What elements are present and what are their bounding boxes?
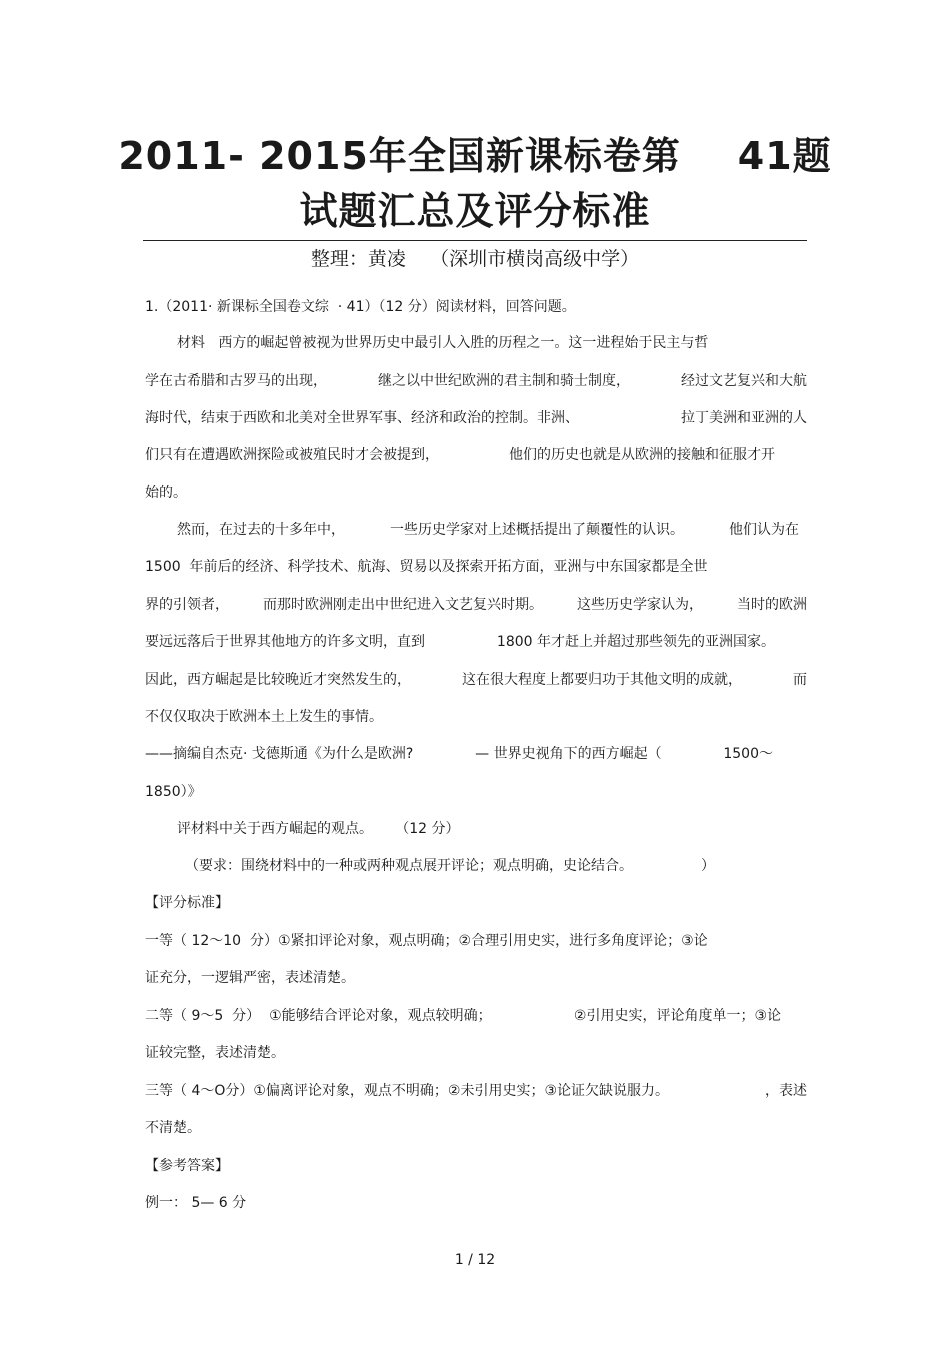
text-segment: 这些历史学家认为， [577, 597, 703, 613]
text-segment: 他们认为在 [729, 522, 799, 538]
text-segment: ——摘编自杰克· 戈德斯通《为什么是欧洲? [145, 746, 414, 762]
text-segment: 界的引领者， [145, 597, 229, 613]
answer-example-1: 例一： 5— 6 分 [145, 1195, 247, 1211]
material-line-3 [145, 408, 807, 428]
grading-line-3 [145, 1006, 781, 1026]
text-segment: 海时代，结束于西欧和北美对全世界军事、经济和政治的控制。非洲、 [145, 410, 579, 426]
text-segment: 然而，在过去的十多年中， [177, 522, 345, 538]
answer-header: 【参考答案】 [145, 1158, 229, 1174]
source-citation [145, 744, 773, 764]
grading-line-4: 证较完整，表述清楚。 [145, 1045, 285, 1061]
question-requirement [185, 856, 715, 876]
grading-line-1: 一等（ 12～10 分）①紧扣评论对象，观点明确；②合理引用史实，进行多角度评论；③论 [145, 933, 708, 949]
text-segment: 三等（ 4～O分）①偏离评论对象，观点不明确；②未引用史实；③论证欠缺说服力。 [145, 1083, 670, 1099]
title-line-1: 2011- 2015年全国新课标卷第 41题 [118, 134, 832, 178]
text-segment: — 世界史视角下的西方崛起（ [475, 746, 662, 762]
material-line-1: 材料 西方的崛起曾被视为世界历史中最引人入胜的历程之一。这一进程始于民主与哲 [177, 335, 709, 351]
text-segment: 继之以中世纪欧洲的君主制和骑士制度， [378, 373, 630, 389]
grading-header: 【评分标准】 [145, 895, 229, 911]
text-segment: ） [701, 858, 715, 874]
text-segment: 一些历史学家对上述概括提出了颠覆性的认识。 [390, 522, 684, 538]
text-segment: 他们的历史也就是从欧洲的接触和征服才开 [509, 447, 775, 463]
text-segment: 这在很大程度上都要归功于其他文明的成就， [462, 672, 742, 688]
text-segment: 而 [793, 672, 807, 688]
question-task: 评材料中关于西方崛起的观点。 （12 分） [177, 821, 460, 837]
source-citation-cont: 1850）》 [145, 784, 202, 800]
paragraph2-line-3 [145, 595, 807, 615]
material-line-4 [145, 445, 775, 465]
text-segment: 们只有在遭遇欧洲探险或被殖民时才会被提到， [145, 447, 439, 463]
page-number: 1 / 12 [454, 1252, 496, 1268]
paragraph2-line-2: 1500 年前后的经济、科学技术、航海、贸易以及探索开拓方面，亚洲与中东国家都是全世 [145, 559, 708, 575]
grading-line-5 [145, 1081, 807, 1101]
title-line-2: 试题汇总及评分标准 [299, 189, 651, 233]
text-segment: （要求：围绕材料中的一种或两种观点展开评论；观点明确，史论结合。 [185, 858, 633, 874]
text-segment: 当时的欧洲 [737, 597, 807, 613]
question-header: 1.（2011· 新课标全国卷文综 · 41）（12 分）阅读材料，回答问题。 [145, 299, 576, 315]
text-segment: 要远远落后于世界其他地方的许多文明，直到 [145, 634, 425, 650]
subtitle-compiler: 整理：黄凌 （深圳市横岗高级中学） [310, 248, 640, 270]
grading-line-2: 证充分，一逻辑严密，表述清楚。 [145, 970, 355, 986]
text-segment: 1500～ [723, 746, 773, 762]
text-segment: 学在古希腊和古罗马的出现， [145, 373, 327, 389]
title-divider [143, 240, 807, 241]
text-segment: 而那时欧洲刚走出中世纪进入文艺复兴时期。 [263, 597, 543, 613]
text-segment: 拉丁美洲和亚洲的人 [681, 410, 807, 426]
material-line-5: 始的。 [145, 485, 187, 501]
text-segment: 经过文艺复兴和大航 [681, 373, 807, 389]
text-segment: 因此，西方崛起是比较晚近才突然发生的， [145, 672, 411, 688]
text-segment: ，表述 [765, 1083, 807, 1099]
paragraph2-line-6: 不仅仅取决于欧洲本土上发生的事情。 [145, 709, 383, 725]
paragraph2-line-4 [145, 632, 775, 652]
material-line-2 [145, 371, 807, 391]
text-segment: ②引用史实，评论角度单一；③论 [573, 1008, 781, 1024]
grading-line-6: 不清楚。 [145, 1120, 201, 1136]
paragraph2-line-5 [145, 670, 807, 690]
text-segment: 1800 年才赶上并超过那些领先的亚洲国家。 [496, 634, 775, 650]
paragraph2-line-1 [177, 520, 799, 540]
text-segment: 二等（ 9～5 分） ①能够结合评论对象，观点较明确； [145, 1008, 492, 1024]
